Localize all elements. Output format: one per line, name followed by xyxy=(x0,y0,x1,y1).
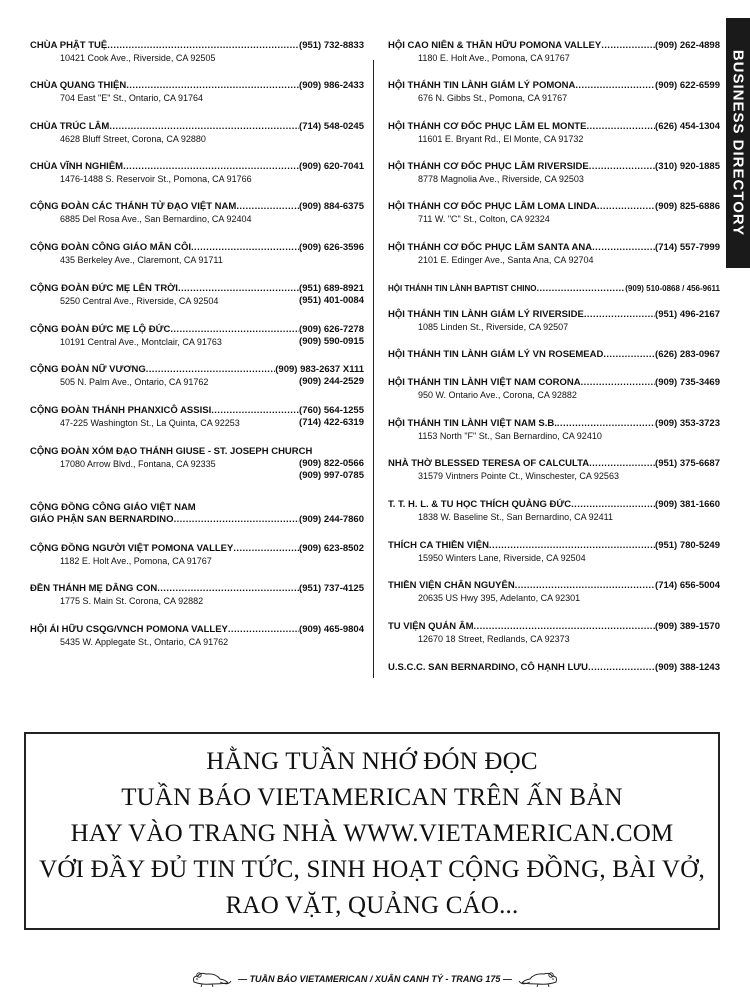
directory-entry xyxy=(30,543,364,567)
entry-heading xyxy=(388,662,720,674)
leader-dots xyxy=(126,80,299,92)
directory-entry xyxy=(30,405,364,429)
entry-name: TU VIỆN QUÁN ÂM xyxy=(388,621,474,632)
entry-phone: (951) 375-6687 xyxy=(655,458,720,469)
directory-entry xyxy=(388,283,720,295)
entry-name: CHÙA PHẬT TUỆ xyxy=(30,40,108,51)
entry-heading xyxy=(30,514,364,526)
entry-address-line xyxy=(30,336,364,348)
entry-name: THÍCH CA THIỀN VIỆN xyxy=(388,540,489,551)
entry-address: 950 W. Ontario Ave., Corona, CA 92882 xyxy=(418,390,577,400)
entry-phone: (909) 465-9804 xyxy=(299,624,364,635)
entry-address-line xyxy=(388,213,720,225)
entry-address-line xyxy=(30,254,364,266)
leader-dots xyxy=(601,40,655,52)
entry-phone: (909) 825-6886 xyxy=(655,201,720,212)
leader-dots xyxy=(109,121,299,133)
directory-entry xyxy=(388,242,720,266)
entry-heading xyxy=(388,283,720,295)
leader-dots xyxy=(489,540,655,552)
entry-name: CHÙA VĨNH NGHIÊM xyxy=(30,161,124,172)
entry-address: 1182 E. Holt Ave., Pomona, CA 91767 xyxy=(60,556,212,566)
directory-entry xyxy=(388,309,720,333)
entry-phone: (909) 626-7278 xyxy=(299,324,364,335)
entry-heading xyxy=(30,502,364,514)
entry-address: 31579 Vintners Pointe Ct., Winschester, CA 92563 xyxy=(418,471,619,481)
entry-address-line xyxy=(388,552,720,564)
entry-name: ĐỀN THÁNH MẸ DÂNG CON xyxy=(30,583,158,594)
entry-phone: (951) 689-8921 xyxy=(299,283,364,294)
entry-heading xyxy=(30,364,364,376)
entry-name: T. T. H. L. & TU HỌC THÍCH QUẢNG ĐỨC xyxy=(388,499,572,510)
rat-icon xyxy=(518,970,560,988)
entry-name: CỘNG ĐOÀN ĐỨC MẸ LÊN TRỜI xyxy=(30,283,178,294)
entry-heading xyxy=(30,405,364,417)
entry-address: 704 East "E" St., Ontario, CA 91764 xyxy=(60,93,203,103)
entry-address-line xyxy=(30,636,364,648)
entry-address-line xyxy=(388,592,720,604)
promo-line: HẰNG TUẦN NHỚ ĐÓN ĐỌC xyxy=(206,748,538,775)
leader-dots xyxy=(233,543,299,555)
directory-entry xyxy=(388,161,720,185)
entry-address: 12670 18 Street, Redlands, CA 92373 xyxy=(418,634,570,644)
directory-entry xyxy=(388,580,720,604)
entry-address-line xyxy=(30,417,364,429)
directory-entry xyxy=(30,201,364,225)
entry-phone: (909) 388-1243 xyxy=(655,662,720,673)
entry-name: CỘNG ĐOÀN THÁNH PHANXICÔ ASSISI xyxy=(30,405,212,416)
entry-phone: (909) 353-3723 xyxy=(655,418,720,429)
entry-phone: (909) 389-1570 xyxy=(655,621,720,632)
entry-heading xyxy=(30,543,364,555)
entry-name: HỘI THÁNH CƠ ĐỐC PHỤC LÂM LOMA LINDA xyxy=(388,201,597,212)
entry-address-line xyxy=(388,470,720,482)
entry-address: 8778 Magnolia Ave., Riverside, CA 92503 xyxy=(418,174,584,184)
entry-phone: (909) 622-6599 xyxy=(655,80,720,91)
entry-address: 47-225 Washington St., La Quinta, CA 92253 xyxy=(60,418,240,428)
entry-heading xyxy=(30,624,364,636)
footer-text: — TUẦN BÁO VIETAMERICAN / XUÂN CANH TÝ - TRANG 175 — xyxy=(238,974,512,984)
entry-heading xyxy=(388,40,720,52)
entry-heading xyxy=(30,201,364,213)
directory-entry xyxy=(30,121,364,145)
leader-dots xyxy=(123,161,299,173)
page-footer xyxy=(180,970,570,988)
directory-entry xyxy=(388,377,720,401)
entry-heading xyxy=(388,499,720,511)
entry-heading xyxy=(30,446,364,458)
leader-dots xyxy=(474,621,656,633)
column-divider xyxy=(373,60,374,678)
entry-name: CHÙA TRÚC LÂM xyxy=(30,121,110,132)
entry-phone: (714) 548-0245 xyxy=(299,121,364,132)
entry-heading xyxy=(30,40,364,52)
entry-name: HỘI THÁNH TIN LÀNH VIỆT NAM S.B. xyxy=(388,418,557,429)
entry-name: CỘNG ĐOÀN NỮ VƯƠNG xyxy=(30,364,146,375)
directory-entry xyxy=(30,161,364,185)
entry-address: 676 N. Gibbs St., Pomona, CA 91767 xyxy=(418,93,568,103)
entry-heading xyxy=(388,621,720,633)
entry-address: 2101 E. Edinger Ave., Santa Ana, CA 92704 xyxy=(418,255,594,265)
entry-address: 1180 E. Holt Ave., Pomona, CA 91767 xyxy=(418,53,570,63)
promo-box xyxy=(24,732,720,930)
entry-address-line xyxy=(30,555,364,567)
entry-phone: (909) 244-7860 xyxy=(299,514,364,525)
entry-name: HỘI THÁNH TIN LÀNH VIỆT NAM CORONA xyxy=(388,377,581,388)
leader-dots xyxy=(174,514,299,526)
directory-entry xyxy=(388,540,720,564)
entry-heading xyxy=(30,80,364,92)
entry-address-line xyxy=(388,52,720,64)
entry-phone: (951) 737-4125 xyxy=(299,583,364,594)
entry-heading xyxy=(30,324,364,336)
leader-dots xyxy=(597,201,655,213)
entry-address-line xyxy=(388,430,720,442)
leader-dots xyxy=(107,40,299,52)
leader-dots xyxy=(592,242,655,254)
entry-name: CỘNG ĐOÀN ĐỨC MẸ LỘ ĐỨC xyxy=(30,324,171,335)
entry-phone: (909) 623-8502 xyxy=(299,543,364,554)
entry-address: 435 Berkeley Ave., Claremont, CA 91711 xyxy=(60,255,223,265)
entry-name: HỘI THÁNH CƠ ĐỐC PHỤC LÂM EL MONTE xyxy=(388,121,587,132)
directory-entry xyxy=(30,283,364,307)
entry-name: U.S.C.C. SAN BERNARDINO, CÔ HẠNH LƯU xyxy=(388,662,588,673)
directory-entry xyxy=(388,121,720,145)
directory-entry xyxy=(30,583,364,607)
entry-heading xyxy=(388,458,720,470)
entry-name: HỘI ÁI HỮU CSQG/VNCH POMONA VALLEY xyxy=(30,624,228,635)
leader-dots xyxy=(157,583,299,595)
entry-phone: (626) 454-1304 xyxy=(655,121,720,132)
leader-dots xyxy=(228,624,299,636)
entry-address-line xyxy=(30,376,364,388)
entry-phone: (626) 283-0967 xyxy=(655,349,720,360)
entry-phone: (909) 986-2433 xyxy=(299,80,364,91)
entry-heading xyxy=(388,121,720,133)
promo-line: RAO VẶT, QUẢNG CÁO... xyxy=(225,892,519,919)
entry-address-line xyxy=(30,133,364,145)
entry-phone: (909) 262-4898 xyxy=(655,40,720,51)
directory-entry xyxy=(388,499,720,523)
promo-lines xyxy=(26,744,718,924)
entry-phone: (310) 920-1885 xyxy=(655,161,720,172)
entry-address: 711 W. "C" St., Colton, CA 92324 xyxy=(418,214,550,224)
promo-line: TUẦN BÁO VIETAMERICAN TRÊN ẤN BẢN xyxy=(121,784,623,811)
entry-name: HỘI THÁNH TIN LÀNH GIÁM LÝ VN ROSEMEAD xyxy=(388,349,604,360)
entry-phone-secondary: (951) 401-0084 xyxy=(299,295,364,306)
entry-address: 1476-1488 S. Reservoir St., Pomona, CA 91766 xyxy=(60,174,252,184)
directory-entry xyxy=(30,502,364,526)
entry-address: 1153 North "F" St., San Bernardino, CA 92410 xyxy=(418,431,602,441)
entry-address: 11601 E. Bryant Rd., El Monte, CA 91732 xyxy=(418,134,584,144)
entry-address: 15950 Winters Lane, Riverside, CA 92504 xyxy=(418,553,586,563)
entry-heading xyxy=(388,580,720,592)
entry-heading xyxy=(388,309,720,321)
entry-heading xyxy=(30,161,364,173)
entry-phone: (909) 983-2637 X111 xyxy=(275,364,364,375)
leader-dots xyxy=(584,309,655,321)
leader-dots xyxy=(178,283,299,295)
directory-entry xyxy=(388,40,720,64)
business-directory-tab xyxy=(726,18,750,268)
leader-dots xyxy=(146,364,276,376)
entry-name: HỘI THÁNH CƠ ĐỐC PHỤC LÂM SANTA ANA xyxy=(388,242,593,253)
entry-address-line xyxy=(388,133,720,145)
entry-name: HỘI THÁNH TIN LÀNH GIÁM LÝ POMONA xyxy=(388,80,576,91)
entry-heading xyxy=(388,418,720,430)
entry-name: CỘNG ĐOÀN CÔNG GIÁO MÂN CÔI xyxy=(30,242,191,253)
entry-phone: (909) 626-3596 xyxy=(299,242,364,253)
leader-dots xyxy=(536,283,625,295)
entry-extra-phone xyxy=(30,470,364,482)
entry-phone: (951) 496-2167 xyxy=(655,309,720,320)
entry-heading xyxy=(388,242,720,254)
directory-entry xyxy=(30,80,364,104)
entry-phone: (909) 735-3469 xyxy=(655,377,720,388)
entry-address-line xyxy=(30,595,364,607)
entry-heading xyxy=(388,540,720,552)
entry-address-line xyxy=(388,389,720,401)
directory-entry xyxy=(30,40,364,64)
entry-address: 505 N. Palm Ave., Ontario, CA 91762 xyxy=(60,377,209,387)
directory-entry xyxy=(388,621,720,645)
entry-name: CỘNG ĐỒNG CÔNG GIÁO VIỆT NAM xyxy=(30,502,196,513)
directory-entry xyxy=(388,418,720,442)
directory-entry xyxy=(30,364,364,388)
entry-name: HỘI THÁNH TIN LÀNH BAPTIST CHINO xyxy=(388,284,537,293)
entry-phone: (951) 732-8833 xyxy=(299,40,364,51)
leader-dots xyxy=(571,499,655,511)
entry-address-line xyxy=(30,213,364,225)
entry-address-line xyxy=(388,92,720,104)
entry-address: 20635 US Hwy 395, Adelanto, CA 92301 xyxy=(418,593,581,603)
entry-phone: (714) 557-7999 xyxy=(655,242,720,253)
leader-dots xyxy=(515,580,655,592)
leader-dots xyxy=(589,458,655,470)
entry-address: 10191 Central Ave., Montclair, CA 91763 xyxy=(60,337,222,347)
entry-name: CỘNG ĐỒNG NGƯỜI VIỆT POMONA VALLEY xyxy=(30,543,234,554)
directory-entry xyxy=(30,242,364,266)
entry-name: CỘNG ĐOÀN CÁC THÁNH TỬ ĐẠO VIỆT NAM xyxy=(30,201,237,212)
leader-dots xyxy=(603,349,655,361)
leader-dots xyxy=(588,662,655,674)
entry-address-line xyxy=(30,458,364,470)
entry-address: 6885 Del Rosa Ave., San Bernardino, CA 92404 xyxy=(60,214,252,224)
entry-phone: (909) 620-7041 xyxy=(299,161,364,172)
side-tab-label: BUSINESS DIRECTORY xyxy=(729,49,747,237)
entry-phone: (760) 564-1255 xyxy=(299,405,364,416)
entry-address: 5250 Central Ave., Riverside, CA 92504 xyxy=(60,296,219,306)
entry-address: 1838 W. Baseline St., San Bernardino, CA 92411 xyxy=(418,512,613,522)
entry-address-line xyxy=(30,52,364,64)
leader-dots xyxy=(236,201,299,213)
entry-phone-secondary: (714) 422-6319 xyxy=(299,417,364,428)
directory-entry xyxy=(388,662,720,674)
entry-address: 1085 Linden St., Riverside, CA 92507 xyxy=(418,322,569,332)
entry-heading xyxy=(30,283,364,295)
entry-heading xyxy=(30,583,364,595)
entry-address-line xyxy=(388,633,720,645)
leader-dots xyxy=(575,80,655,92)
entry-phone-tertiary: (909) 997-0785 xyxy=(299,470,364,481)
entry-address-line xyxy=(388,254,720,266)
entry-address: 4628 Bluff Street, Corona, CA 92880 xyxy=(60,134,206,144)
entry-heading xyxy=(30,242,364,254)
entry-phone-secondary: (909) 822-0566 xyxy=(299,458,364,469)
promo-line: HAY VÀO TRANG NHÀ WWW.VIETAMERICAN.COM xyxy=(70,820,674,847)
entry-name-continued: GIÁO PHẬN SAN BERNARDINO xyxy=(30,514,174,525)
entry-address: 1775 S. Main St. Corona, CA 92882 xyxy=(60,596,204,606)
promo-line: VỚI ĐẦY ĐỦ TIN TỨC, SINH HOẠT CỘNG ĐỒNG, BÀI VỞ, xyxy=(39,856,705,883)
entry-heading xyxy=(30,121,364,133)
entry-phone: (909) 381-1660 xyxy=(655,499,720,510)
entry-heading xyxy=(388,377,720,389)
entry-heading xyxy=(388,161,720,173)
entry-phone-secondary: (909) 590-0915 xyxy=(299,336,364,347)
entry-phone: (909) 510-0868 / 456-9611 xyxy=(625,284,720,293)
entry-phone: (909) 884-6375 xyxy=(299,201,364,212)
entry-name: HỘI THÁNH TIN LÀNH GIÁM LÝ RIVERSIDE xyxy=(388,309,584,320)
rat-icon xyxy=(190,970,232,988)
leader-dots xyxy=(589,161,655,173)
directory-entry xyxy=(30,324,364,348)
entry-address: 17080 Arrow Blvd., Fontana, CA 92335 xyxy=(60,459,216,469)
leader-dots xyxy=(211,405,299,417)
entry-address-line xyxy=(30,295,364,307)
entry-heading xyxy=(388,201,720,213)
entry-name: CHÙA QUANG THIỆN xyxy=(30,80,127,91)
directory-entry xyxy=(388,201,720,225)
leader-dots xyxy=(170,324,299,336)
entry-address: 10421 Cook Ave., Riverside, CA 92505 xyxy=(60,53,216,63)
directory-entry xyxy=(30,446,364,482)
entry-address-line xyxy=(388,173,720,185)
leader-dots xyxy=(191,242,299,254)
entry-address-line xyxy=(388,511,720,523)
entry-name: CỘNG ĐOÀN XÓM ĐẠO THÁNH GIUSE - ST. JOSEPH CHURCH xyxy=(30,446,313,457)
directory-entry xyxy=(388,458,720,482)
entry-name: HỘI CAO NIÊN & THÂN HỮU POMONA VALLEY xyxy=(388,40,602,51)
entry-name: HỘI THÁNH CƠ ĐỐC PHỤC LÂM RIVERSIDE xyxy=(388,161,589,172)
directory-entry xyxy=(30,624,364,648)
entry-address: 5435 W. Applegate St., Ontario, CA 91762 xyxy=(60,637,229,647)
entry-address-line xyxy=(30,173,364,185)
leader-dots xyxy=(581,377,655,389)
entry-phone-secondary: (909) 244-2529 xyxy=(299,376,364,387)
directory-entry xyxy=(388,80,720,104)
entry-name: THIỀN VIỆN CHÂN NGUYÊN xyxy=(388,580,515,591)
entry-heading xyxy=(388,349,720,361)
directory-entry xyxy=(388,349,720,361)
leader-dots xyxy=(586,121,655,133)
leader-dots xyxy=(557,418,655,430)
entry-address-line xyxy=(30,92,364,104)
entry-phone: (951) 780-5249 xyxy=(655,540,720,551)
entry-name: NHÀ THỜ BLESSED TERESA OF CALCULTA xyxy=(388,458,590,469)
entry-phone: (714) 656-5004 xyxy=(655,580,720,591)
entry-heading xyxy=(388,80,720,92)
entry-address-line xyxy=(388,321,720,333)
